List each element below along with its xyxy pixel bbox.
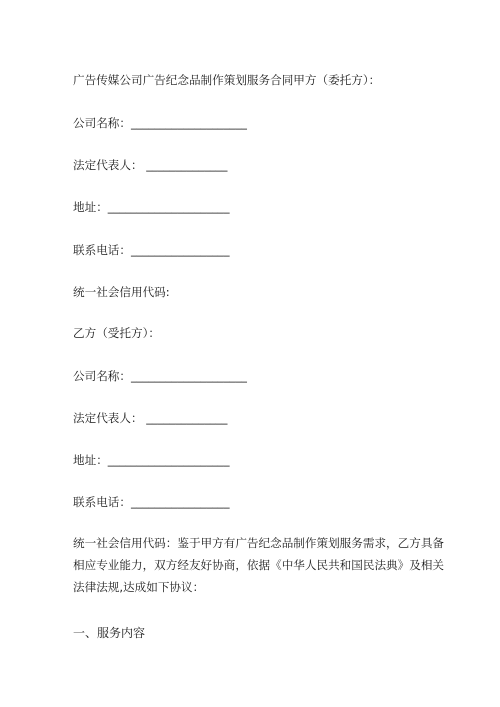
intro-line: 法律法规,达成如下协议： — [73, 580, 205, 594]
intro-line: 相应专业能力，双方经友好协商，依据《中华人民共和国民法典》及相关 — [73, 558, 445, 572]
party-b-company-name: 公司名称：____________________ — [73, 369, 247, 383]
party-a-legal-representative: 法定代表人： ______________ — [73, 158, 228, 172]
party-a-address: 地址：_____________________ — [73, 200, 230, 214]
party-b-address: 地址：_____________________ — [73, 453, 230, 467]
party-b-heading: 乙方（受托方）： — [73, 326, 160, 340]
party-a-company-name: 公司名称：____________________ — [73, 116, 247, 130]
intro-paragraph — [73, 532, 445, 598]
intro-line: 统一社会信用代码：鉴于甲方有广告纪念品制作策划服务需求，乙方具备 — [73, 536, 445, 550]
party-a-phone: 联系电话：_________________ — [73, 243, 230, 257]
party-a-credit-code: 统一社会信用代码: — [73, 285, 170, 299]
party-b-legal-representative: 法定代表人： ______________ — [73, 411, 228, 425]
party-b-phone: 联系电话：_________________ — [73, 495, 230, 509]
contract-title: 广告传媒公司广告纪念品制作策划服务合同甲方（委托方）： — [73, 73, 381, 87]
section-1-heading: 一、服务内容 — [73, 626, 146, 640]
